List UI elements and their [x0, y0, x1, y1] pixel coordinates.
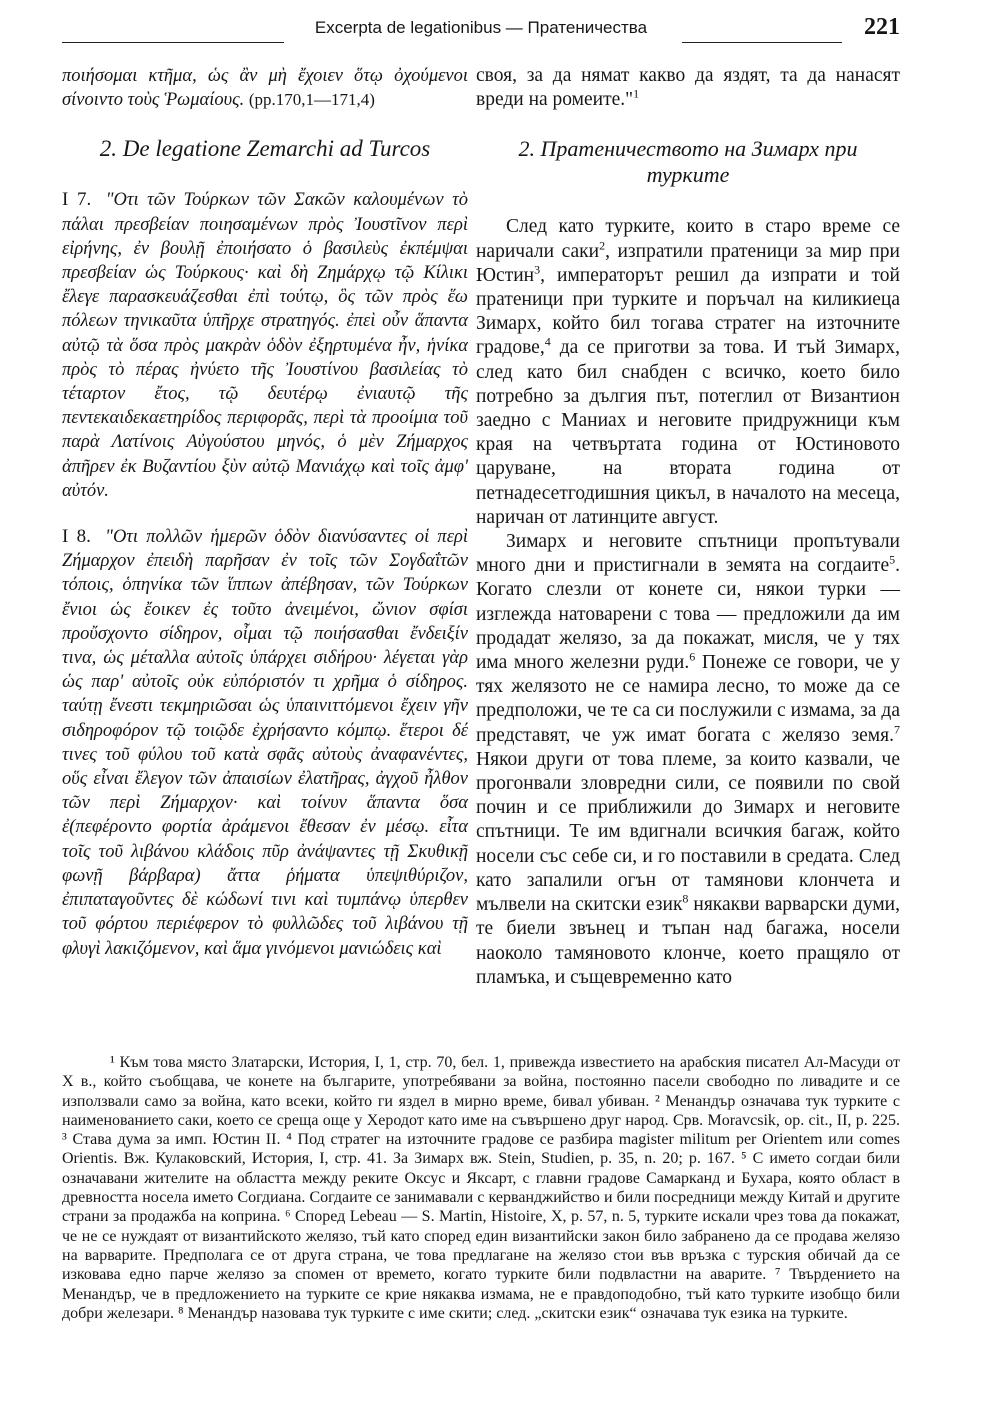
- footnotes: ¹ Към това място Златарски, История, I, 1, стр. 70, бел. 1, привежда известието на арабския писател Ал-Масуди от X в., който съобщава, че конете на българите, употребявани за война, постоянно пасели свободно по ливадите и се използвали само за война, като всеки, който ги яздел в мирно време, бивал убиван. ² Менандър означава тук турките с наименованието саки, което се среща още у Херодот като име на съвършено друг народ. Срв. Moravcsik, op. cit., II, p. 225. ³ Става дума за имп. Юстин II. ⁴ Под стратег на източните градове се разбира magister militum per Orientem или comes Orientis. Вж. Кулаковский, История, I, стр. 41. За Зимарх вж. Stein, Studien, p. 35, n. 20; p. 167. ⁵ С името согдаи били означавани жителите на областта между реките Оксус и Яксарт, с главни градове Самарканд и Бухара, която област в древността носела името Согдиана. Согдаите се занимавали с керванджийство и били посредници между Китай и другите страни за продажба на коприна. ⁶ Според Lebeau — S. Martin, Histoire, X, p. 57, n. 5, турките искали чрез това да покажат, че не се нуждаят от византийското желязо, тъй като според един византийски закон било забранено да се продава желязо на варварите. Предполага се от друга страна, че това предлагане на желязо стои във връзка с турския обичай да се изковава едно парче желязо за спомен от времето, когато турките били подвластни на аварите. ⁷ Твърдението на Менандър, че в предложението на турките се крие някаква измама, не е правдоподобно, тъй като турките изобщо били добри железари. ⁸ Менандър назовава тук турките с име скити; след. „скитски език“ означава тук езика на турките.: [62, 1054, 900, 1322]
- continuation-text: своя, за да нямат какво да яздят, та да нанасят вреди на ромеите.": [476, 65, 900, 111]
- bulgarian-continuation: [476, 64, 900, 112]
- footnote-marker: 2: [599, 238, 606, 253]
- bulgarian-section-heading: 2. Пратеничеството на Зимарх при турките: [518, 136, 858, 188]
- paragraph-text: Някои други от това племе, за които казвали, че прогонвали зловредни сили, се появили по свой почин и се приближили до Зимарх и неговите спътници. Те им вдигнали всичкия багаж, който носели със себе си, и го поставили в средата. След като запалили огън от тамянови клончета и мълвели на скитски език: [476, 748, 900, 916]
- footnote-marker: 6: [689, 649, 696, 664]
- bulgarian-column: [476, 64, 900, 990]
- running-title: Excerpta de legationibus — Пратеничества: [314, 18, 648, 37]
- greek-continuation: [62, 64, 468, 112]
- paragraph-text: да се приготви за това. И тъй Зимарх, след като бил снабден с всичко, което било потребно за дългия път, потеглил от Византион заедно с Маниах и неговите придружници към края на четвъртата година от Юстиновото царуване, на втората година от петнадесетгодишния цикъл, в началото на месеца, наричан от латинците август.: [476, 337, 900, 528]
- paragraph-text: , изпратили пратеници за мир при Юстин: [476, 240, 900, 286]
- greek-fragment-7: [62, 188, 468, 503]
- header-rule-left: [62, 42, 284, 43]
- bulgarian-paragraph-2: [476, 530, 900, 990]
- footnote-marker: 4: [544, 334, 551, 349]
- fragment-text: "Οτι τῶν Τούρκων τῶν Σακῶν καλουμένων τὸ πάλαι πρεσβείαν ποιησαμένων πρὸς Ἰουστῖνον περὶ εἰρήνης, ἐν βουλῇ ἐποιήσατο ὁ βασιλεὺς ἐκπέμψαι πρεσβείαν ὡς Τούρκους· καὶ δὴ Ζημάρχῳ τῷ Κίλικι ἔλεγε παρασκευάζεσθαι ἐπὶ τούτῳ, ὃς τῶν πρὸς ἕω πόλεων τηνικαῦτα ὑπῆρχε στρατηγός. ἐπεὶ οὖν ἅπαντα αὐτῷ τὰ ὅσα πρὸς μακρὰν ὁδὸν ἐξηρτυμένα ἦν, ἡνίκα πρὸς τὸ πέρας ἠνύετο τῆς Ἰουστίνου βασιλείας τὸ τέταρτον ἔτος, τῷ δευτέρῳ ἐνιαυτῷ τῆς πεντεκαιδεκαετηρίδος περιφορᾶς, περὶ τὰ προοίμια τοῦ παρὰ Λατίνοις Αὐγούστου μηνός, ὁ μὲν Ζήμαρχος ἀπῆρεν ἐκ Βυζαντίου ξὺν αὐτῷ Μανιάχῳ καὶ τοῖς ἀμφ' αὐτόν.: [62, 190, 468, 501]
- fragment-number: I 8.: [62, 526, 91, 548]
- running-head: [62, 14, 900, 44]
- greek-column: [62, 64, 468, 961]
- paragraph-text: Понеже се говори, че у тях желязото не се намира лесно, то може да се предположи, че те са си послужили с измама, за да представят, че уж имат богата с желязо земя.: [476, 652, 900, 746]
- paragraph-text: След като турките, които в старо време се наричали саки: [476, 216, 900, 262]
- footnote-marker: 7: [894, 722, 900, 737]
- greek-section-heading: 2. De legatione Zemarchi ad Turcos: [99, 136, 431, 162]
- paragraph-text: Зимарх и неговите спътници пропътували много дни и пристигнали в земята на согдаите: [476, 531, 900, 577]
- paragraph-text: някакви варварски думи, те биели звънец и тъпан над багажа, носели наоколо тамяновото клонче, което пращяло от пламъка, и същевременно като: [476, 894, 900, 988]
- page-reference: (pp.170,1—171,4): [248, 90, 375, 110]
- greek-continuation-text: ποιήσομαι κτῆμα, ὡς ἂν μὴ ἔχοιεν ὅτῳ ὀχούμενοι σίνοιντο τοὺς Ῥωμαίους.: [62, 66, 468, 111]
- footnote-marker: 5: [889, 552, 896, 567]
- greek-fragment-8: [62, 525, 468, 961]
- fragment-text: "Οτι πολλῶν ἡμερῶν ὁδὸν διανύσαντες οἱ περὶ Ζήμαρχον ἐπειδὴ παρῆσαν ἐν τοῖς τῶν Σογδαΐτῶν τόποις, ὁπηνίκα τῶν ἵππων ἀπέβησαν, τῶν Τούρκων ἔνιοι ὡς ἔοικεν ἐς τοῦτο ἀνειμένοι, ὤνιον σφίσι προὔσχοντο σίδηρον, οἶμαι τῷ ποιήσασθαι ἔνδειξίν τινα, ὡς μέταλλα αὐτοῖς ὑπάρχει σιδήρου· λέγεται γὰρ ὡς παρ' αὐτοῖς οὐκ εὐπόριστόν τι χρῆμα ὁ σίδηρος. ταύτῃ ἔνεστι τεκμηριῶσαι ὡς ὑπαινιττόμενοι ἔχειν γῆν σιδηροφόρον τῷ τοιῷδε ἐχρήσαντο κόμπῳ. ἕτεροι δέ τινες τοῦ φύλου τοῦ κατὰ σφᾶς αὐτοὺς ἀναφανέντες, οὕς εἶναι ἔλεγον τῶν ἀπαισίων ἐλατῆρας, ἀγχοῦ ἦλθον τῶν περὶ Ζήμαρχον· καὶ τοίνυν ἅπαντα ὅσα ἐ(πεφέροντο φορτία ἀράμενοι ἔθεσαν ἐν μέσῳ. εἶτα τοῖς τοῦ λιβάνου κλάδοις πῦρ ἀνάψαντες τῇ Σκυθικῇ φωνῇ βάρβαρα) ἄττα ῥήματα ὑπεψιθύριζον, ἐπιπαταγοῦντες δὲ κώδωνί τινι καὶ τυμπάνῳ ὑπερθεν τοῦ φόρτου περιέφερον τὸ φυλλῶδες τοῦ λιβάνου τῇ φλυγὶ λακιζόμενον, καὶ ἅμα γινόμενοι μανιώδεις καὶ: [62, 527, 469, 959]
- footnote-marker: 8: [682, 891, 689, 906]
- footnote-marker: 1: [633, 86, 640, 101]
- paragraph-text: . Когато слезли от конете си, някои турки — изглежда натоварени с това — предложили да им продадат желязо, за да покажат, мисля, че у тях има много железни руди.: [476, 555, 900, 674]
- paragraph-text: , императорът решил да изпрати и той пратеници при турките и поръчал на киликиеца Зимарх, който бил тогава стратег на източните градове,: [476, 264, 900, 359]
- footnote-marker: 3: [534, 262, 541, 277]
- bulgarian-paragraph-1: [476, 215, 900, 530]
- page-number: 221: [864, 14, 900, 40]
- header-rule-right: [682, 42, 842, 43]
- fragment-number: I 7.: [62, 189, 92, 211]
